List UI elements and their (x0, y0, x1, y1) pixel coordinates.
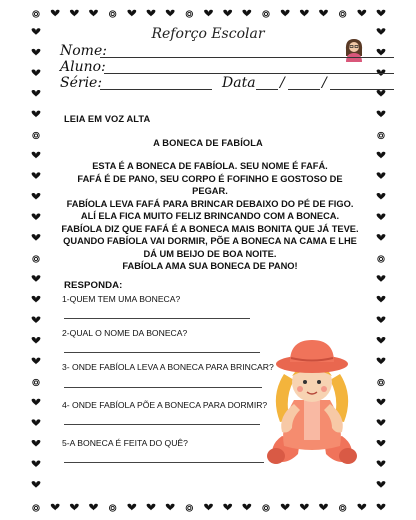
heart-icon (32, 399, 41, 406)
heart-icon (377, 111, 386, 118)
heart-icon (32, 49, 41, 56)
spiral-icon (109, 11, 115, 17)
question-2: 2-QUAL O NOME DA BONECA? (62, 328, 188, 338)
spiral-icon (186, 505, 192, 511)
heart-icon (32, 90, 41, 97)
heart-icon (281, 10, 290, 17)
student-label: Aluno: (60, 59, 106, 75)
heart-icon (377, 481, 386, 488)
date-month-line[interactable] (288, 89, 320, 90)
heart-icon (127, 10, 136, 17)
spiral-icon (378, 379, 384, 385)
heart-icon (32, 111, 41, 118)
heart-icon (300, 10, 309, 17)
date-label: Data (222, 75, 256, 91)
heart-icon (377, 152, 386, 159)
heart-icon (300, 504, 309, 511)
heart-icon (32, 234, 41, 241)
heart-icon (147, 10, 156, 17)
spiral-icon (263, 505, 269, 511)
heart-icon (377, 193, 386, 200)
heart-icon (147, 504, 156, 511)
spiral-icon (339, 11, 345, 17)
heart-icon (223, 10, 232, 17)
heart-icon (377, 90, 386, 97)
question-3: 3- ONDE FABÍOLA LEVA A BONECA PARA BRINCAR? (62, 362, 274, 372)
question-1: 1-QUEM TEM UMA BONECA? (62, 294, 181, 304)
heart-icon (319, 10, 328, 17)
heart-icon (242, 10, 251, 17)
heart-icon (32, 481, 41, 488)
heart-icon (51, 504, 60, 511)
heart-icon (32, 440, 41, 447)
spiral-icon (33, 256, 39, 262)
heart-icon (377, 49, 386, 56)
story-line: FABÍOLA AMA SUA BONECA DE PANO! (122, 261, 298, 271)
heart-icon (357, 504, 366, 511)
spiral-icon (33, 505, 39, 511)
heart-icon (32, 316, 41, 323)
heart-icon (377, 440, 386, 447)
story-text (60, 160, 360, 273)
name-label: Nome: (60, 43, 107, 59)
story-line: DÁ UM BEIJO DE BOA NOITE. (143, 248, 277, 259)
story-line: FABÍOLA DIZ QUE FAFÁ É A BONECA MAIS BONITA QUE JÁ TEVE. (61, 223, 359, 234)
teacher-avatar-icon (342, 36, 366, 62)
instruction-text: LEIA EM VOZ ALTA (64, 114, 151, 124)
grade-input-line[interactable] (100, 89, 212, 90)
story-line: FABÍOLA LEVA FAFÁ PARA BRINCAR DEBAIXO DO PÉ DE FIGO. (66, 198, 354, 209)
rag-doll-icon (260, 336, 364, 466)
answer-line-5[interactable] (64, 462, 264, 463)
heart-icon (377, 10, 386, 17)
story-line: QUANDO FABÍOLA VAI DORMIR, PÕE A BONECA NA CAMA E LHE (63, 236, 357, 246)
story-line: ESTA É A BONECA DE FABÍOLA. SEU NOME É FAFÁ. (92, 161, 328, 171)
heart-icon (377, 316, 386, 323)
heart-icon (32, 193, 41, 200)
answer-line-4[interactable] (64, 424, 260, 425)
heart-icon (32, 214, 41, 221)
heart-icon (89, 504, 98, 511)
heart-icon (32, 275, 41, 282)
date-separator-2: / (322, 75, 327, 91)
grade-label: Série: (60, 75, 103, 91)
heart-icon (377, 419, 386, 426)
heart-icon (32, 152, 41, 159)
spiral-icon (109, 505, 115, 511)
heart-icon (242, 504, 251, 511)
heart-icon (32, 337, 41, 344)
spiral-icon (33, 379, 39, 385)
heart-icon (377, 358, 386, 365)
heart-icon (127, 504, 136, 511)
heart-icon (204, 10, 213, 17)
spiral-icon (378, 256, 384, 262)
question-5: 5-A BONECA É FEITA DO QUÊ? (62, 438, 188, 448)
story-title: A BONECA DE FABÍOLA (153, 138, 263, 148)
header-title: Reforço Escolar (151, 26, 265, 42)
heart-icon (377, 296, 386, 303)
heart-icon (32, 172, 41, 179)
heart-icon (70, 10, 79, 17)
question-4: 4- ONDE FABÍOLA PÕE A BONECA PARA DORMIR? (62, 400, 268, 410)
heart-icon (51, 10, 60, 17)
heart-icon (357, 10, 366, 17)
heart-icon (377, 399, 386, 406)
heart-icon (32, 69, 41, 76)
spiral-icon (186, 11, 192, 17)
heart-icon (377, 275, 386, 282)
heart-icon (377, 214, 386, 221)
heart-icon (32, 419, 41, 426)
heart-icon (89, 10, 98, 17)
name-input-line[interactable] (100, 57, 394, 58)
answer-line-1[interactable] (64, 318, 250, 319)
respond-heading: RESPONDA: (64, 280, 123, 291)
heart-icon (377, 234, 386, 241)
spiral-icon (339, 505, 345, 511)
heart-icon (377, 172, 386, 179)
heart-icon (70, 504, 79, 511)
student-input-line[interactable] (104, 73, 394, 74)
spiral-icon (263, 11, 269, 17)
heart-icon (32, 296, 41, 303)
heart-icon (377, 337, 386, 344)
heart-icon (32, 461, 41, 468)
date-day-line[interactable] (256, 89, 278, 90)
story-line: FAFÁ É DE PANO, SEU CORPO É FOFINHO E GOSTOSO DE PEGAR. (77, 173, 343, 196)
answer-line-3[interactable] (64, 387, 262, 388)
heart-icon (319, 504, 328, 511)
date-year-line[interactable] (330, 89, 394, 90)
heart-icon (204, 504, 213, 511)
heart-icon (166, 504, 175, 511)
heart-icon (377, 504, 386, 511)
date-separator-1: / (280, 75, 285, 91)
answer-line-2[interactable] (64, 352, 260, 353)
story-line: ALÍ ELA FICA MUITO FELIZ BRINCANDO COM A BONECA. (80, 211, 340, 221)
heart-icon (223, 504, 232, 511)
heart-icon (32, 358, 41, 365)
heart-icon (166, 10, 175, 17)
heart-icon (377, 461, 386, 468)
heart-icon (281, 504, 290, 511)
spiral-icon (33, 11, 39, 17)
